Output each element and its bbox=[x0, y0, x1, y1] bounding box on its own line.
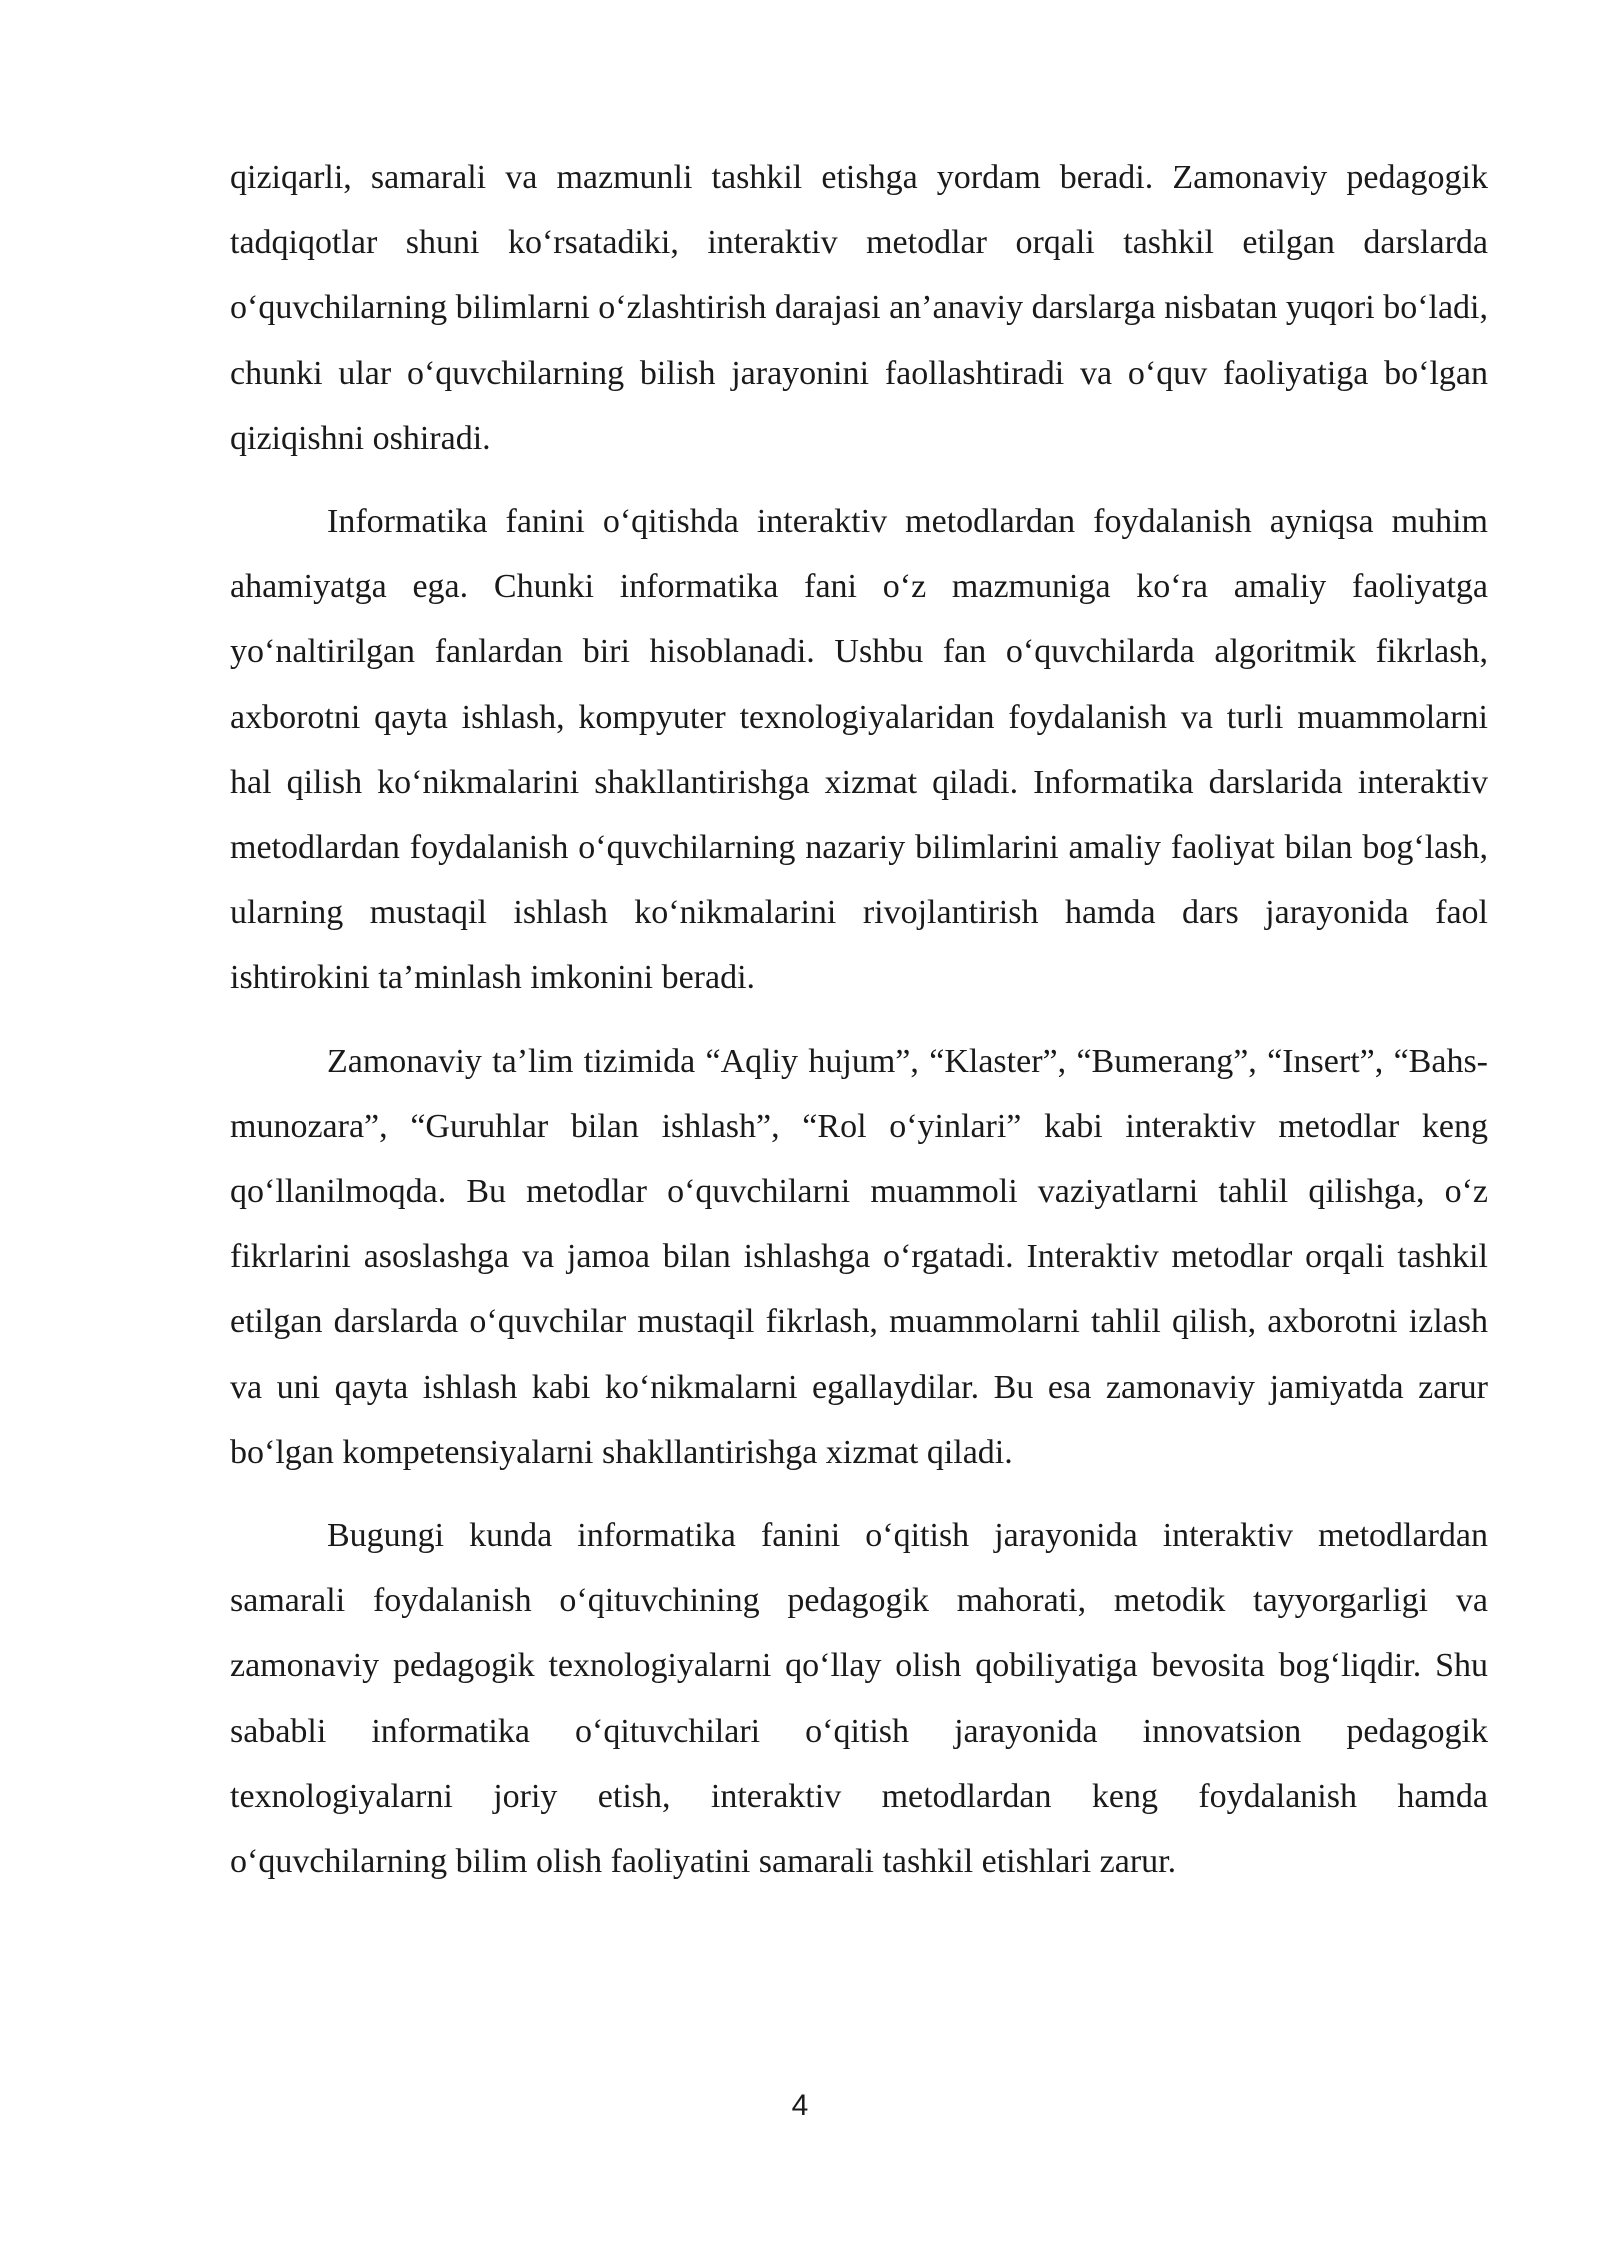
paragraph-4: Bugungi kunda informatika fanini oʻqitish jarayonida interaktiv metodlardan samarali foydalanish oʻqituvchining pedagogik mahorati, metodik tayyorgarligi va zamonaviy pedagogik texnologiyalarni qoʻllay olish qobiliyatiga bevosita bogʻliqdir. Shu sababli informatika oʻqituvchilari oʻqitish jarayonida innovatsion pedagogik texnologiyalarni joriy etish, interaktiv metodlardan keng foydalanish hamda oʻquvchilarning bilim olish faoliyatini samarali tashkil etishlari zarur. bbox=[230, 1517, 1488, 1881]
page-number: 4 bbox=[791, 2089, 809, 2122]
body-text bbox=[230, 145, 1488, 1894]
paragraph-2: Informatika fanini oʻqitishda interaktiv metodlardan foydalanish ayniqsa muhim ahamiyatga ega. Chunki informatika fani oʻz mazmuniga koʻra amaliy faoliyatga yoʻnaltirilgan fanlardan biri hisoblanadi. Ushbu fan oʻquvchilarda algoritmik fikrlash, axborotni qayta ishlash, kompyuter texnologiyalaridan foydalanish va turli muammolarni hal qilish koʻnikmalarini shakllantirishga xizmat qiladi. Informatika darslarida interaktiv metodlardan foydalanish oʻquvchilarning nazariy bilimlarini amaliy faoliyat bilan bogʻlash, ularning mustaqil ishlash koʻnikmalarini rivojlantirish hamda dars jarayonida faol ishtirokini ta’minlash imkonini beradi. bbox=[230, 503, 1488, 997]
paragraph-3: Zamonaviy ta’lim tizimida “Aqliy hujum”, “Klaster”, “Bumerang”, “Insert”, “Bahs-munozara”, “Guruhlar bilan ishlash”, “Rol oʻyinlari” kabi interaktiv metodlar keng qoʻllanilmoqda. Bu metodlar oʻquvchilarni muammoli vaziyatlarni tahlil qilishga, oʻz fikrlarini asoslashga va jamoa bilan ishlashga oʻrgatadi. Interaktiv metodlar orqali tashkil etilgan darslarda oʻquvchilar mustaqil fikrlash, muammolarni tahlil qilish, axborotni izlash va uni qayta ishlash kabi koʻnikmalarni egallaydilar. Bu esa zamonaviy jamiyatda zarur boʻlgan kompetensiyalarni shakllantirishga xizmat qiladi. bbox=[230, 1042, 1488, 1471]
paragraph-1: qiziqarli, samarali va mazmunli tashkil etishga yordam beradi. Zamonaviy pedagogik tadqiqotlar shuni koʻrsatadiki, interaktiv metodlar orqali tashkil etilgan darslarda oʻquvchilarning bilimlarni oʻzlashtirish darajasi an’anaviy darslarga nisbatan yuqori boʻladi, chunki ular oʻquvchilarning bilish jarayonini faollashtiradi va oʻquv faoliyatiga boʻlgan qiziqishni oshiradi. bbox=[230, 159, 1488, 457]
